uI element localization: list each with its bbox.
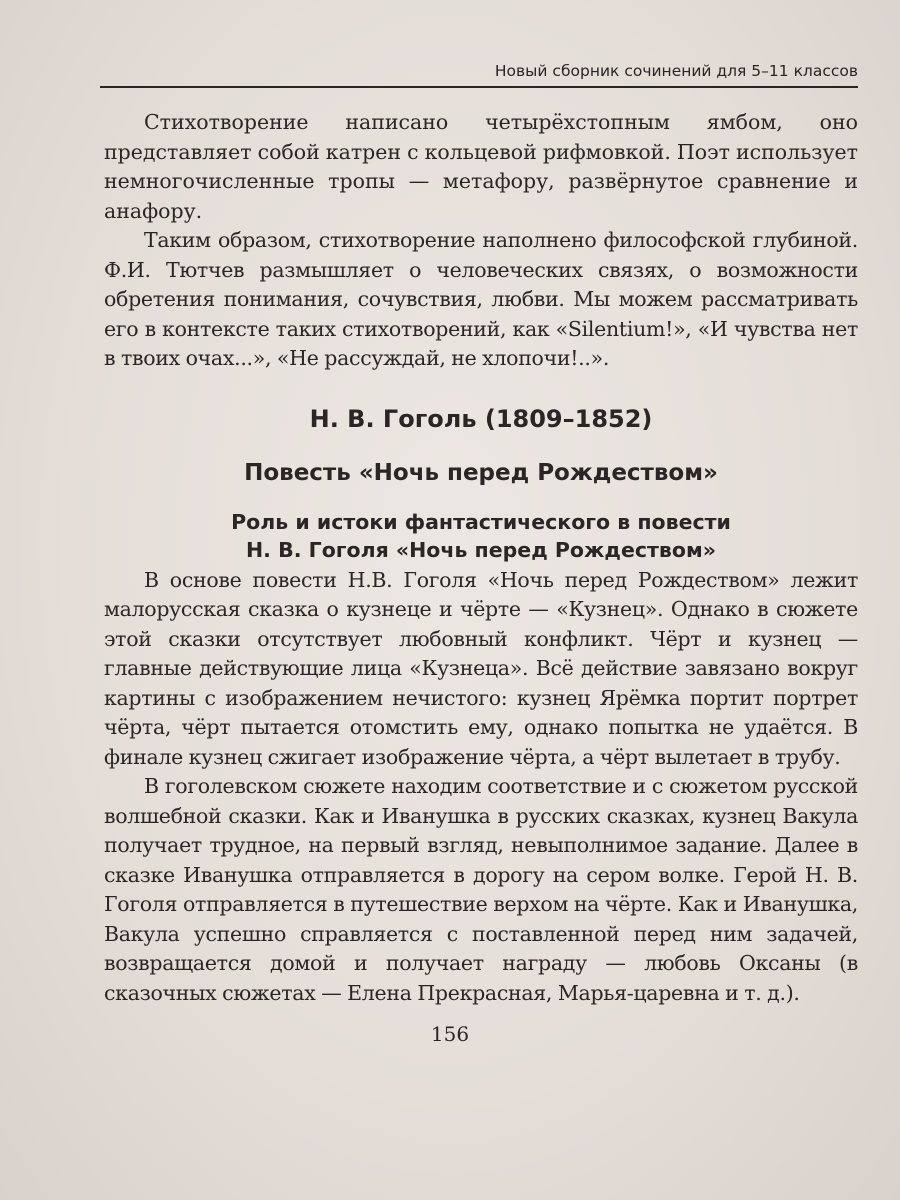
- paragraph: Таким образом, стихотворение наполнено философской глубиной. Ф.И. Тютчев размышляет о человеческих связях, о возможности обретения понимания, сочувствия, любви. Мы можем рассматривать его в контексте таких стихотворений, как «Silentium!», «И чувства нет в твоих очах...», «Не рассуждай, не хлопочи!..».: [104, 228, 858, 370]
- page-body: [104, 108, 858, 1008]
- author-heading: Н. В. Гоголь (1809–1852): [309, 404, 653, 433]
- work-heading: Повесть «Ночь перед Рождеством»: [244, 459, 718, 486]
- paragraph: Стихотворение написано четырёхстопным ямбом, оно представляет собой катрен с кольцевой рифмовкой. Поэт использует немногочисленные тропы — метафору, развёрнутое сравнение и анафору.: [104, 110, 858, 223]
- topic-heading-line-2: Н. В. Гоголя «Ночь перед Рождеством»: [246, 537, 716, 562]
- topic-heading: [104, 508, 858, 564]
- paragraph: В основе повести Н.В. Гоголя «Ночь перед Рождеством» лежит малорусская сказка о кузнеце и чёрте — «Кузнец». Однако в сюжете этой сказки отсутствует любовный конфликт. Чёрт и кузнец — главные действующие лица «Кузнеца». Всё действие завязано вокруг картины с изображением нечистого: кузнец Ярёмка портит портрет чёрта, чёрт пытается отомстить ему, однако попытка не удаётся. В финале кузнец сжигает изображение чёрта, а чёрт вылетает в трубу.: [104, 567, 858, 769]
- topic-heading-line-1: Роль и истоки фантастического в повести: [231, 509, 731, 534]
- page-number: 156: [430, 1022, 470, 1046]
- paragraph: В гоголевском сюжете находим соответствие и с сюжетом русской волшебной сказки. Как и Иванушка в русских сказках, кузнец Вакула получает трудное, на первый взгляд, невыполнимое задание. Далее в сказке Иванушка отправляется в дорогу на сером волке. Герой Н. В. Гоголя отправляется в путешествие верхом на чёрте. Как и Иванушка, Вакула успешно справляется с поставленной перед ним задачей, возвращается домой и получает награду — любовь Оксаны (в сказочных сюжетах — Елена Прекрасная, Марья-царевна и т. д.).: [104, 774, 858, 1005]
- running-header: Новый сборник сочинений для 5–11 классов: [100, 62, 858, 88]
